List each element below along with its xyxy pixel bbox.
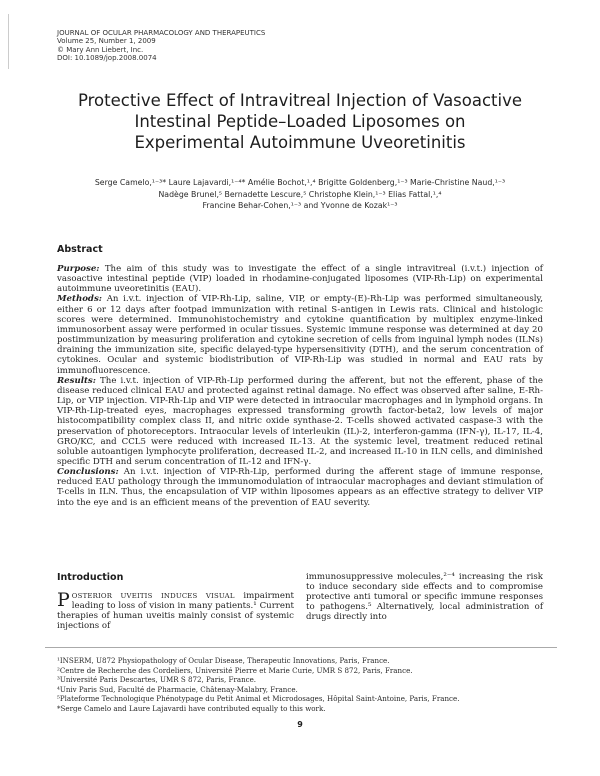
abstract-methods-text: An i.v.t. injection of VIP-Rh-Lip, saline, VIP, or empty-(E)-Rh-Lip was performed simultaneously, either 6 or 12 days after footpad immunization with retinal S-antigen in Lewis rats. Clinical and histologic scores were determined. Immunohistochemistry and cytokine quantification by multiplex enzyme-linked immunosorbent assay were performed in ocular tissues. Systemic immune response was determined at day 20 postimmunization by measuring proliferation and cytokine secretion of cells from inguinal lymph nodes (ILNs) draining the immunization site, specific delayed-type hypersensitivity (DTH), and the serum concentration of cytokines. Ocular and systemic biodistribution of VIP-Rh-Lip was studied in normal and EAU rats by immunofluorescence. [57, 294, 543, 376]
abstract-conclusions-label: Conclusions: [57, 467, 119, 478]
footnote-affiliation-3: ³Université Paris Descartes, UMR S 872, Paris, France. [57, 675, 257, 685]
introduction-right-paragraph: immunosuppressive molecules,²⁻⁴ increasing the risk to induce secondary side effects and to compromise protective anti tumoral or specific immune responses to pathogens.⁵ Alternatively, local administration of drugs directly into [306, 572, 543, 622]
introduction-left-column [57, 572, 294, 631]
abstract-results-text: The i.v.t. injection of VIP-Rh-Lip performed during the afferent, but not the efferent, phase of the disease reduced clinical EAU and protected against retinal damage. No effect was observed after saline, E-Rh-Lip, or VIP injection. VIP-Rh-Lip and VIP were detected in intraocular macrophages and in lymphoid organs. In VIP-Rh-Lip-treated eyes, macrophages expressed transforming growth factor-beta2, low levels of major histocompatibility complex class II, and nitric oxide synthase-2. T-cells showed activated caspase-3 with the preservation of photoreceptors. Intraocular levels of interleukin (IL)-2, interferon-gamma (IFN-γ), IL-17, IL-4, GRO/KC, and CCL5 were reduced with increased IL-13. At the systemic level, treatment reduced retinal soluble autoantigen lymphocyte proliferation, decreased IL-2, and increased IL-10 in ILN cells, and diminished specific DTH and serum concentration of IL-12 and IFN-γ. [57, 375, 543, 467]
footnote-affiliation-2: ²Centre de Recherche des Cordeliers, Université Pierre et Marie Curie, UMR S 872, Paris, France. [57, 665, 413, 675]
footnote-affiliation-1: ¹INSERM, U872 Physiopathology of Ocular Disease, Therapeutic Innovations, Paris, France. [57, 656, 390, 665]
drop-cap: P [57, 589, 70, 611]
abstract-methods [57, 294, 543, 375]
article-title-line-3: Experimental Autoimmune Uveoretinitis [134, 133, 466, 152]
scan-edge-line [8, 14, 9, 69]
footnote-equal-contribution: *Serge Camelo and Laure Lajavardi have contributed equally to this work. [57, 703, 326, 713]
introduction-left-paragraph [57, 591, 294, 631]
abstract-conclusions-text: An i.v.t. injection of VIP-Rh-Lip, performed during the afferent stage of immune response, reduced EAU pathology through the immunomodulation of intraocular macrophages and deviant stimulation of T-cells in ILN. Thus, the encapsulation of VIP within liposomes appears as an effective strategy to deliver VIP into the eye and is an efficient means of the prevention of EAU severity. [57, 467, 543, 508]
author-line-3: Francine Behar-Cohen,¹⁻³ and Yvonne de Kozak¹⁻³ [202, 201, 398, 210]
abstract-heading: Abstract [57, 244, 103, 255]
introduction-heading: Introduction [57, 572, 124, 583]
abstract-conclusions [57, 467, 543, 508]
journal-volume: Volume 25, Number 1, 2009 [57, 37, 156, 46]
introduction-right-column [306, 572, 543, 631]
footnote-affiliation-4: ⁴Univ Paris Sud, Faculté de Pharmacie, Châtenay-Malabry, France. [57, 684, 298, 694]
abstract-methods-label: Methods: [57, 294, 102, 305]
article-title [0, 90, 600, 153]
small-caps-lead: OSTERIOR UVEITIS INDUCES VISUAL [71, 592, 235, 600]
abstract-purpose-text: The aim of this study was to investigate the effect of a single intravitreal (i.v.t.) injection of vasoactive intestinal peptide (VIP) loaded in rhodamine-conjugated liposomes (VIP-Rh-Lip) on experimental autoimmune uveoretinitis (EAU). [57, 264, 543, 295]
footnote-affiliation-5: ⁵Plateforme Technologique Phénotypage du Petit Animal et Microdosages, Hôpital Saint-Antoine, Paris, France. [57, 694, 460, 704]
author-list [0, 177, 600, 212]
journal-copyright: © Mary Ann Liebert, Inc. [57, 45, 144, 54]
abstract-results [57, 376, 543, 467]
author-line-1: Serge Camelo,¹⁻³* Laure Lajavardi,¹⁻⁴* Amélie Bochot,¹,⁴ Brigitte Goldenberg,¹⁻³ Marie-Christine Naud,¹⁻³ [94, 178, 506, 187]
footnote-rule [45, 647, 557, 648]
article-title-line-1: Protective Effect of Intravitreal Injection of Vasoactive [77, 91, 523, 110]
abstract-purpose [57, 264, 543, 294]
author-line-2: Nadège Brunel,⁵ Bernadette Lescure,⁵ Christophe Klein,¹⁻³ Elias Fattal,¹,⁴ [158, 189, 442, 199]
journal-name: JOURNAL OF OCULAR PHARMACOLOGY AND THERAPEUTICS [57, 29, 266, 37]
journal-doi: DOI: 10.1089/jop.2008.0074 [57, 54, 157, 63]
page-number: 9 [297, 720, 303, 729]
abstract-results-label: Results: [57, 375, 96, 386]
introduction-left-text: impairment leading to loss of vision in many patients.¹ Current therapies of human uveitis mainly consist of systemic injections of [57, 591, 294, 631]
article-title-line-2: Intestinal Peptide–Loaded Liposomes on [134, 112, 466, 131]
footnotes-block [57, 656, 543, 714]
introduction-section [57, 572, 543, 631]
abstract-section [57, 244, 543, 508]
abstract-purpose-label: Purpose: [57, 264, 100, 274]
journal-header [57, 29, 265, 63]
